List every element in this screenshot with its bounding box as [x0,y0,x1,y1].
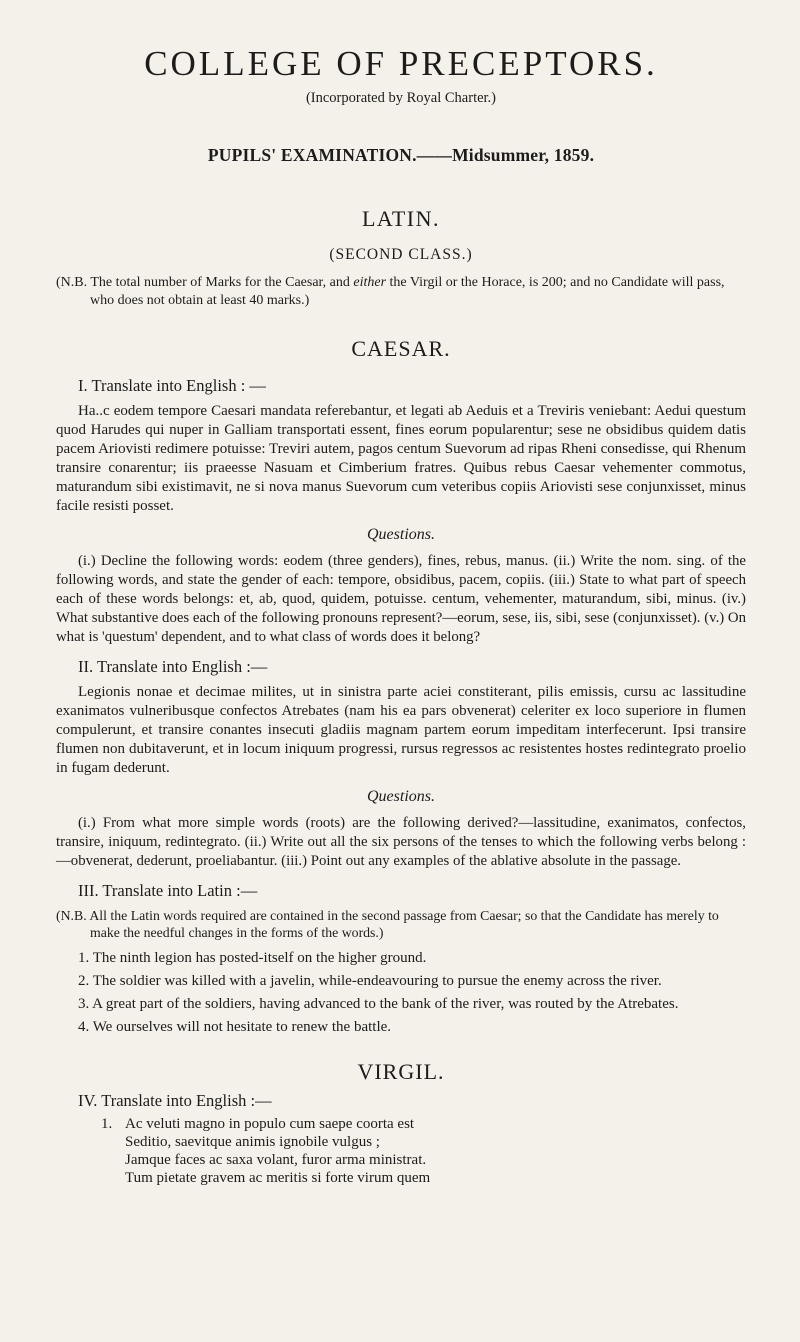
part4-heading: IV. Translate into English :— [78,1091,272,1110]
verse-line: Seditio, saevitque animis ignobile vulgus ; [125,1134,380,1150]
part2-passage: Legionis nonae et decimae milites, ut in sinistra parte aciei constiterant, pilis emissis, cursu ac lassitudine exanimatos vulneribusque confectos Atrebates (nam his ea pars obvenerat) celeriter ex loco superiore in flumen compulerunt, et transire conantes insecuti gladiis magnam partem eorum impeditam interfecerunt. Ipsi transire flumen non dubitaverunt, et in locum iniquum progressi, rursus regressos ac resistentes hostes redintegrato proelio in fugam dederunt. [56,684,746,776]
verse-number: 1. [101,1116,113,1132]
virgil-title: VIRGIL. [357,1059,445,1084]
part1-heading: I. Translate into English : — [78,376,266,395]
college-title: COLLEGE OF PRECEPTORS. [144,44,658,83]
verse-line: Tum pietate gravem ac meritis si forte virum quem [125,1170,431,1186]
verse-text: Ac veluti magno in populo cum saepe coorta est [125,1116,415,1132]
subject-title: LATIN. [361,206,441,231]
part1-passage: Ha..c eodem tempore Caesari mandata referebantur, et legati ab Aeduis et a Treviris veniebant: Aedui questum quod Harudes qui nuper in Galliam transportati essent, fines eorum popularentur; sese ne obsidibus quidem datis pacem Ariovisti redimere potuisse: Treviri autem, pagos centum Suevorum ad ripas Rheni consedisse, qui Rhenum transire conarentur; iis praeesse Nasuam et Cimberium fratres. Quibus rebus Caesar vehementer commotus, maturandum sibi existimavit, ne si nova manus Suevorum cum veteribus copiis Ariovisti sese conjunxisset, minus facile resisti posset. [56,403,746,514]
part1-questions-heading: Questions. [367,526,435,543]
marks-note-end: the Virgil or the Horace, is 200; and no Candidate will pass, who does not obtain at least 40 marks.) [90,275,725,308]
part1-questions: (i.) Decline the following words: eodem (three genders), fines, rebus, manus. (ii.) Write the nom. sing. of the following words, and state the gender of each: tempore, obsidibus, pacem, copiis. (iii.) State to what part of speech each of these words belongs: et, ab, quod, quidem, potuisse. centum, vehementer, maturandum, sibi, minus. (iv.) What substantive does each of the following pronouns represent?—eorum, sese, iis, sibi, sese (conjunxisset). (v.) On what is 'questum' dependent, and to what class of words does it belong? [56,553,746,645]
part2-questions-heading: Questions. [367,788,435,805]
marks-note-italic: either [353,275,387,290]
part2-heading: II. Translate into English :— [78,657,268,676]
verse-block [101,1115,746,1187]
marks-note [56,274,746,310]
incorporation-note: (Incorporated by Royal Charter.) [305,90,497,106]
part3-item: 1. The ninth legion has posted-itself on the higher ground. [78,950,427,966]
marks-note-start: (N.B. The total number of Marks for the Caesar, and [56,275,354,290]
part3-note: (N.B. All the Latin words required are contained in the second passage from Caesar; so that the Candidate has merely to make the needful changes in the forms of the words.) [56,908,719,940]
verse-line [101,1115,746,1133]
exam-title: PUPILS' EXAMINATION.——Midsummer, 1859. [207,145,595,165]
part3-item: 2. The soldier was killed with a javelin, while-endeavouring to pursue the enemy across the river. [78,973,662,989]
part3-item: 3. A great part of the soldiers, having advanced to the bank of the river, was routed by the Atrebates. [78,996,679,1012]
verse-line: Jamque faces ac saxa volant, furor arma ministrat. [125,1152,427,1168]
caesar-title: CAESAR. [351,336,451,361]
part3-heading: III. Translate into Latin :— [78,881,258,900]
part3-item: 4. We ourselves will not hesitate to renew the battle. [78,1019,392,1035]
class-title: (SECOND CLASS.) [329,246,473,263]
part2-questions: (i.) From what more simple words (roots) are the following derived?—lassitudine, exanimatos, confectos, transire, iniquum, redintegrato. (ii.) Write out all the six persons of the tenses to which the following verbs belong :—obvenerat, dederunt, proeliabantur. (iii.) Point out any examples of the ablative absolute in the passage. [56,815,746,869]
